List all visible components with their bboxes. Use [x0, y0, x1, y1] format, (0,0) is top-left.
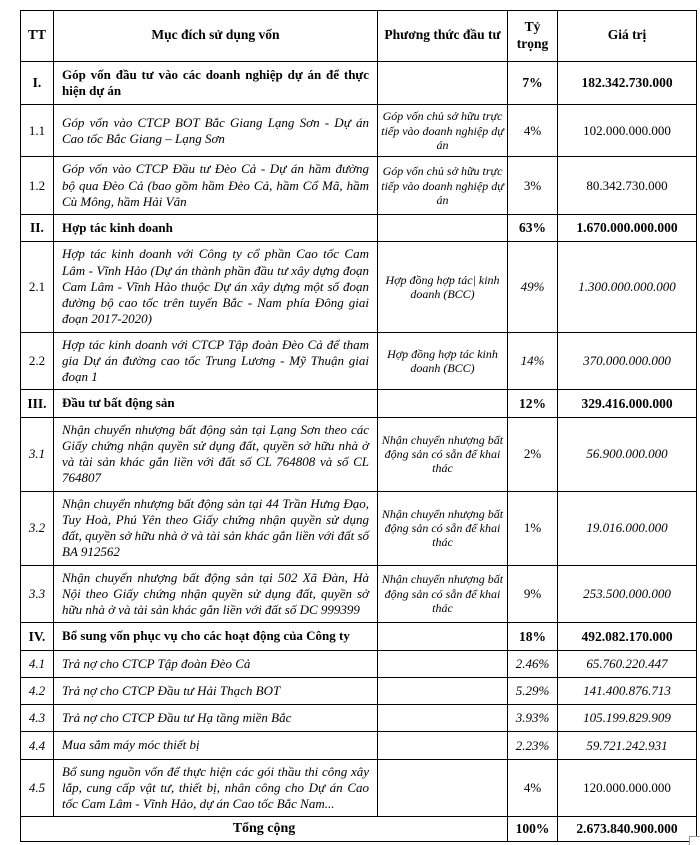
table-row [21, 705, 697, 732]
cell-method: Nhận chuyển nhượng bất động sản có sẵn để khai thác [378, 565, 508, 623]
table-row [21, 332, 697, 390]
cell-tt: 2.1 [21, 242, 54, 332]
header-ratio: Tỷ trọng [508, 11, 558, 62]
resize-handle-icon[interactable] [689, 836, 700, 845]
cell-method [378, 705, 508, 732]
cell-purpose: Bổ sung vốn phục vụ cho các hoạt động của Công ty [54, 623, 378, 650]
cell-ratio: 1% [508, 491, 558, 565]
cell-method [378, 650, 508, 677]
cell-tt: 3.2 [21, 491, 54, 565]
cell-purpose: Đầu tư bất động sản [54, 390, 378, 417]
cell-tt: 4.5 [21, 759, 54, 817]
cell-value: 492.082.170.000 [558, 623, 697, 650]
cell-method: Góp vốn chủ sở hữu trực tiếp vào doanh nghiệp dự án [378, 105, 508, 157]
total-row [21, 817, 697, 842]
cell-method: Hợp đồng hợp tác| kinh doanh (BCC) [378, 242, 508, 332]
cell-value: 253.500.000.000 [558, 565, 697, 623]
cell-method [378, 215, 508, 242]
cell-purpose: Góp vốn vào CTCP Đầu tư Đèo Cả - Dự án hầm đường bộ qua Đèo Cả (bao gồm hầm Đèo Cả, hầm Cổ Mã, hầm Cù Mông, hầm Hải Vân [54, 157, 378, 215]
cell-ratio: 2.46% [508, 650, 558, 677]
cell-value: 19.016.000.000 [558, 491, 697, 565]
cell-ratio: 14% [508, 332, 558, 390]
capital-usage-table [20, 10, 697, 842]
cell-purpose: Hợp tác kinh doanh [54, 215, 378, 242]
table-row [21, 650, 697, 677]
cell-ratio: 9% [508, 565, 558, 623]
cell-ratio: 18% [508, 623, 558, 650]
cell-tt: 3.3 [21, 565, 54, 623]
cell-purpose: Mua sắm máy móc thiết bị [54, 732, 378, 759]
section-row [21, 390, 697, 417]
cell-purpose: Góp vốn đầu tư vào các doanh nghiệp dự án để thực hiện dự án [54, 61, 378, 105]
cell-purpose: Trả nợ cho CTCP Đầu tư Hạ tầng miền Bắc [54, 705, 378, 732]
total-ratio: 100% [508, 817, 558, 842]
table-row [21, 105, 697, 157]
cell-ratio: 7% [508, 61, 558, 105]
cell-method [378, 759, 508, 817]
cell-tt: III. [21, 390, 54, 417]
cell-value: 80.342.730.000 [558, 157, 697, 215]
cell-purpose: Nhận chuyển nhượng bất động sản tại 502 Xã Đàn, Hà Nội theo Giấy chứng nhận quyền sử dụng đất, quyền sở hữu nhà ở và tài sản khác gắn liền với đất số DC 999399 [54, 565, 378, 623]
cell-tt: 4.2 [21, 677, 54, 704]
cell-purpose: Trả nợ cho CTCP Đầu tư Hải Thạch BOT [54, 677, 378, 704]
table-row [21, 491, 697, 565]
cell-value: 1.300.000.000.000 [558, 242, 697, 332]
cell-ratio: 5.29% [508, 677, 558, 704]
cell-tt: IV. [21, 623, 54, 650]
table-footer [21, 817, 697, 842]
cell-tt: 4.3 [21, 705, 54, 732]
cell-method: Hợp đồng hợp tác kinh doanh (BCC) [378, 332, 508, 390]
cell-ratio: 4% [508, 759, 558, 817]
table-row [21, 759, 697, 817]
cell-ratio: 3.93% [508, 705, 558, 732]
table-body [21, 61, 697, 817]
table-header [21, 11, 697, 62]
header-value: Giá trị [558, 11, 697, 62]
section-row [21, 623, 697, 650]
cell-value: 105.199.829.909 [558, 705, 697, 732]
cell-method: Góp vốn chủ sở hữu trực tiếp vào doanh nghiệp dự án [378, 157, 508, 215]
table-row [21, 417, 697, 491]
cell-value: 370.000.000.000 [558, 332, 697, 390]
cell-ratio: 3% [508, 157, 558, 215]
cell-value: 59.721.242.931 [558, 732, 697, 759]
cell-method [378, 677, 508, 704]
cell-purpose: Bổ sung nguồn vốn để thực hiện các gói thầu thi công xây lắp, cung cấp vật tư, thiết bị, nhân công cho Dự án Cao tốc Cam Lâm - Vĩnh Hảo, dự án Cao tốc Bắc Nam... [54, 759, 378, 817]
total-label: Tổng cộng [21, 817, 508, 842]
cell-tt: 2.2 [21, 332, 54, 390]
cell-value: 1.670.000.000.000 [558, 215, 697, 242]
cell-purpose: Góp vốn vào CTCP BOT Bắc Giang Lạng Sơn - Dự án Cao tốc Bắc Giang – Lạng Sơn [54, 105, 378, 157]
table-row [21, 732, 697, 759]
cell-value: 141.400.876.713 [558, 677, 697, 704]
cell-purpose: Hợp tác kinh doanh với CTCP Tập đoàn Đèo Cả để tham gia Dự án đường cao tốc Trung Lương - Mỹ Thuận giai đoạn 1 [54, 332, 378, 390]
cell-tt: 3.1 [21, 417, 54, 491]
cell-method: Nhận chuyển nhượng bất động sản có sẵn để khai thác [378, 417, 508, 491]
cell-method [378, 390, 508, 417]
cell-purpose: Hợp tác kinh doanh với Công ty cổ phần Cao tốc Cam Lâm - Vĩnh Hảo (Dự án thành phần đầu tư xây dựng đoạn Cam Lâm - Vĩnh Hảo thuộc Dự án xây dựng một số đoạn đường bộ cao tốc trên tuyến Bắc - Nam phía Đông giai đoạn 2017-2020) [54, 242, 378, 332]
cell-tt: 1.2 [21, 157, 54, 215]
table-row [21, 565, 697, 623]
cell-tt: 1.1 [21, 105, 54, 157]
section-row [21, 61, 697, 105]
header-method: Phương thức đầu tư [378, 11, 508, 62]
cell-purpose: Nhận chuyển nhượng bất động sản tại 44 Trần Hưng Đạo, Tuy Hoà, Phú Yên theo Giấy chứng nhận quyền sử dụng đất, quyền sở hữu nhà ở và tài sản khác gắn liền với đất số BA 912562 [54, 491, 378, 565]
cell-ratio: 2.23% [508, 732, 558, 759]
cell-purpose: Trả nợ cho CTCP Tập đoàn Đèo Cả [54, 650, 378, 677]
table-row [21, 677, 697, 704]
total-value: 2.673.840.900.000 [558, 817, 697, 842]
cell-value: 182.342.730.000 [558, 61, 697, 105]
cell-value: 56.900.000.000 [558, 417, 697, 491]
cell-tt: 4.1 [21, 650, 54, 677]
cell-tt: 4.4 [21, 732, 54, 759]
table-row [21, 157, 697, 215]
header-row [21, 11, 697, 62]
cell-method [378, 732, 508, 759]
cell-ratio: 49% [508, 242, 558, 332]
cell-method [378, 623, 508, 650]
cell-method [378, 61, 508, 105]
cell-value: 329.416.000.000 [558, 390, 697, 417]
cell-method: Nhận chuyển nhượng bất động sản có sẵn để khai thác [378, 491, 508, 565]
cell-ratio: 2% [508, 417, 558, 491]
cell-value: 102.000.000.000 [558, 105, 697, 157]
section-row [21, 215, 697, 242]
cell-ratio: 4% [508, 105, 558, 157]
cell-ratio: 12% [508, 390, 558, 417]
header-purpose: Mục đích sử dụng vốn [54, 11, 378, 62]
cell-tt: I. [21, 61, 54, 105]
table-row [21, 242, 697, 332]
cell-ratio: 63% [508, 215, 558, 242]
cell-value: 120.000.000.000 [558, 759, 697, 817]
header-tt: TT [21, 11, 54, 62]
cell-purpose: Nhận chuyển nhượng bất động sản tại Lạng Sơn theo các Giấy chứng nhận quyền sử dụng đất, quyền sở hữu nhà ở và tài sản khác gắn liền với đất số CL 764808 và số CL 764807 [54, 417, 378, 491]
cell-value: 65.760.220.447 [558, 650, 697, 677]
cell-tt: II. [21, 215, 54, 242]
